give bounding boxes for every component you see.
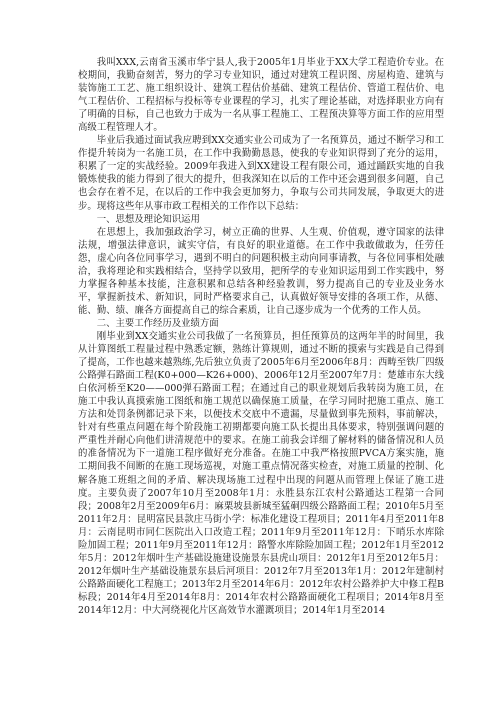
paragraph-career-overview: 毕业后我通过面试我应聘到XX交通实业公司成为了一名预算员，通过不断学习和工作提升转岗为一名施工员，在工作中我勤勤恳恳，使我的专业知识得到了充分的运用，积累了一定的实战经验。2009年我进入到XX建设工程有限公司，通过踊跃实地的自我锻炼使我的能力得到了很大的提升，但我深知在以后的工作中还会遇到很多问题，自己也会存在着不足，在以后的工作中我会更加努力，争取与公司共同发展，争取更大的进步。现将这些年从事市政工程相关的工作作以下总结：	[78, 135, 444, 212]
paragraph-thought: 在思想上，我加强政治学习，树立正确的世界、人生观、价值观，遵守国家的法律法规，增强法律意识，诚实守信，有良好的职业道德。在工作中我敢做敢为，任劳任怨，虚心向各位同事学习，遇到不明白的问题积极主动向同事请教，与各位同事相处融洽，我将理论和实践相结合，坚持学以致用，把所学的专业知识运用到工作实践中，努力掌握各种基本技能，注意积累和总结各种经验教训，努力提高自己的专业及业务水平，掌握新技术、新知识，同时严格要求自己，认真做好领导安排的各项工作，从德、能、勤、绩、廉各方面提高自己的综合素质，让自己逐步成为一个优秀的工作人员。	[78, 226, 444, 316]
paragraph-experience: 刚毕业到XX交通实业公司我做了一名预算员，担任预算员的这两年半的时间里，我从计算图纸工程量过程中熟悉定额，熟练计算规则，通过不断的摸索与实践是自己得到了提高，工作也越来越熟练,先后独立负责了2005年6月至2006年8月：西畴至铁厂四级公路弹石路面工程(K0+000—K26+000)、2006年12月至2007年7月：楚雄市东大线白依河桥至K20——000弹石路面工程；在通过自己的职业规划后我转岗为施工员，在施工中我认真摸索施工图纸和施工规范以确保施工质量，在学习同时把施工重点、施工方法和处罚条例都记录下来，以便技术交底中不遗漏，尽量做到事先预料，事前解决，针对有些重点问题在每个阶段施工初期都要向施工队长提出具体要求，特别强调问题的严重性并耐心向他们讲清规范中的要求。在施工前我会详细了解材料的储备情况和人员的准备情况为下一道施工程序做好充分准备。在施工中我严格按照PVCA方案实施，施工期间我不间断的在施工现场巡视，对施工重点情况落实检查，对施工质量的控制、化解各施工班组之间的矛盾、解决现场施工过程中出现的问题从而管理上保证了施工进度。主要负责了2007年10月至2008年1月：永胜县东江农村公路通达工程第一合同段；2008年2月至2009年6月：麻栗坡县新城至猛硐四级公路路面工程；2010年5月至2011年2月：昆明富民县款庄马街小学：标准化建设工程项目；2011年4月至2011年8月：云南昆明市同仁医院出入口改造工程；2011年9月至2011年12月：下哨乐水库除险加固工程；2011年9月至2011年12月：路警水库除险加固工程；2012年1月至2012年5月：2012年烟叶生产基础设施建设施景东县虎山项目：2012年1月至2012年5月：2012年烟叶生产基础设施景东县后河项目：2012年7月至2013年1月：2012年建制村公路路面硬化工程施工；2013年2月至2014年6月：2012年农村公路养护大中修工程B标段；2014年4月至2014年8月：2014年农村公路路面硬化工程项目；2014年8月至2014年12月：中大河绕视化片区高效节水灌溉项目；2014年1月至2014	[78, 330, 444, 616]
paragraph-education: 我叫XXX,云南省玉溪市华宁县人,我于2005年1月毕业于XX大学工程造价专业。在校期间，我勤奋刻苦，努力的学习专业知识，通过对建筑工程识图、房屋构造、建筑与装饰施工工艺、施工组织设计、建筑工程估价基础、建筑工程估价、管道工程估价、电气工程估价、工程招标与投标等专业课程的学习，扎实了理论基础，对选择职业方向有了明确的目标，自己也致力于成为一名从事工程施工、工程预决算等方面工作的应用型高级工程管理人才。	[78, 57, 444, 134]
section-heading-experience: 二、主要工作经历及业绩方面	[96, 317, 219, 329]
section-heading-thought: 一、思想及理论知识运用	[96, 213, 200, 225]
